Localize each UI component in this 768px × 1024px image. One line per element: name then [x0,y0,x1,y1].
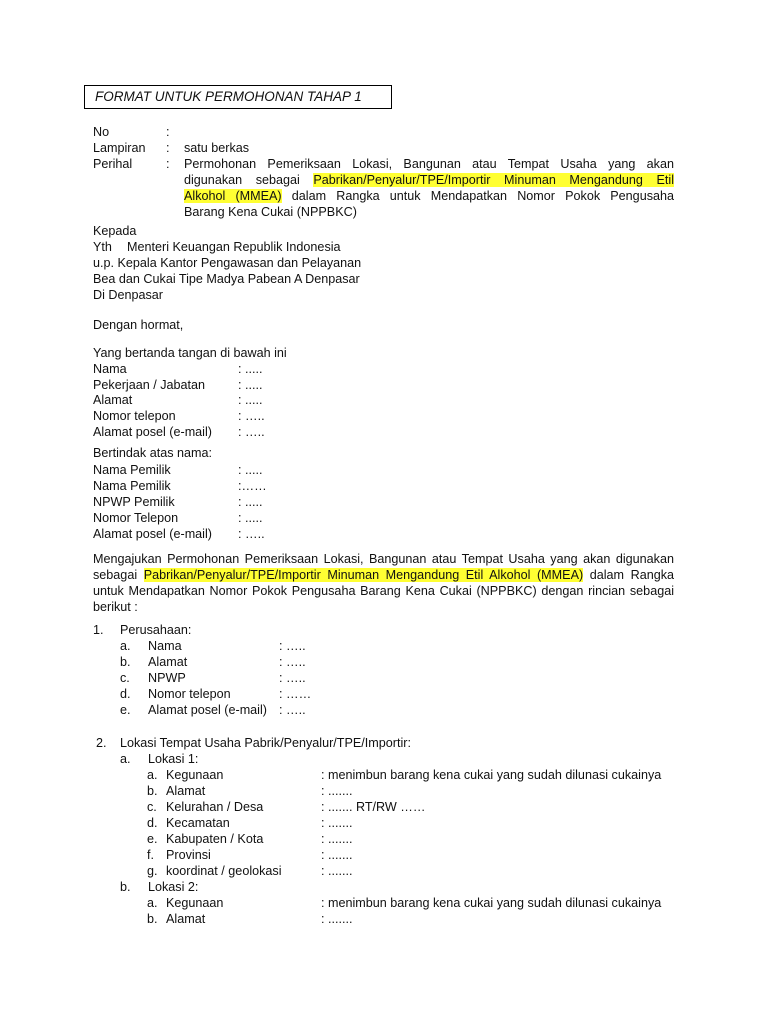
on-behalf-field-value: :…… [238,479,267,493]
perihal-line-3 [184,188,674,204]
location-2-title: Lokasi 2: [148,880,199,894]
perihal-line-2-text: digunakan sebagai [184,173,300,187]
section-1-letter: a. [120,639,131,653]
perihal-highlight-1: Pabrikan/Penyalur/TPE/Importir Minuman Mengandung Etil [313,173,674,187]
location-1-label: Kecamatan [166,816,230,830]
section-1-value: : ….. [279,703,306,717]
yth-label: Yth [93,240,112,254]
section-1-label: NPWP [148,671,186,685]
on-behalf-field-value: : ..... [238,463,263,477]
body-line-3: untuk Mendapatkan Nomor Pokok Pengusaha Barang Kena Cukai (NPPBKC) dengan rincian sebagai [93,584,674,598]
section-1-title: Perusahaan: [120,623,192,637]
signer-field-label: Pekerjaan / Jabatan [93,378,206,392]
signer-field-value: : ..... [238,393,263,407]
location-2-letter-item: a. [147,896,158,910]
location-1-letter: a. [120,752,131,766]
location-1-value: : ....... [321,864,353,878]
location-1-value: : menimbun barang kena cukai yang sudah dilunasi cukainya [321,768,662,782]
location-2-value: : menimbun barang kena cukai yang sudah dilunasi cukainya [321,896,662,910]
location-2-letter-item: b. [147,912,158,926]
location-1-value: : ....... [321,784,353,798]
on-behalf-field-label: Nama Pemilik [93,463,171,477]
perihal-colon: : [166,157,170,171]
on-behalf-field-value: : ….. [238,527,265,541]
greeting: Dengan hormat, [93,318,184,332]
section-1-label: Alamat posel (e-mail) [148,703,267,717]
section-2-number: 2. [96,736,107,750]
document-title: FORMAT UNTUK PERMOHONAN TAHAP 1 [84,85,392,109]
body-line-2-end: dalam Rangka [589,568,675,582]
signer-field-label: Alamat [93,393,133,407]
recipient-line-2: u.p. Kepala Kantor Pengawasan dan Pelayanan [93,256,362,270]
recipient-line-3: Bea dan Cukai Tipe Madya Pabean A Denpasar [93,272,360,286]
perihal-line-1: Permohonan Pemeriksaan Lokasi, Bangunan atau Tempat Usaha yang akan [184,157,674,171]
perihal-highlight-2: Alkohol (MMEA) [184,189,282,203]
location-1-letter-item: g. [147,864,158,878]
signer-field-label: Alamat posel (e-mail) [93,425,212,439]
location-1-label: Kegunaan [166,768,224,782]
on-behalf-field-label: Nama Pemilik [93,479,171,493]
section-2-title: Lokasi Tempat Usaha Pabrik/Penyalur/TPE/Importir: [120,736,411,750]
signer-field-label: Nomor telepon [93,409,176,423]
body-line-4: berikut : [93,600,138,614]
section-1-value: : ….. [279,655,306,669]
lampiran-label: Lampiran [93,141,146,155]
yth-name: Menteri Keuangan Republik Indonesia [127,240,341,254]
no-label: No [93,125,110,139]
location-1-label: Kelurahan / Desa [166,800,264,814]
location-2-label: Kegunaan [166,896,224,910]
body-line-2 [93,567,674,583]
location-1-value: : ....... [321,816,353,830]
body-line-2-text: sebagai [93,568,138,582]
kepada-label: Kepada [93,224,137,238]
perihal-label: Perihal [93,157,133,171]
section-1-value: : ….. [279,671,306,685]
perihal-line-3-text: dalam Rangka untuk Mendapatkan Nomor Pokok Pengusaha [291,189,675,203]
location-1-value: : ....... RT/RW …… [321,800,426,814]
section-1-label: Nomor telepon [148,687,231,701]
location-1-letter-item: e. [147,832,158,846]
on-behalf-field-label: NPWP Pemilik [93,495,175,509]
section-1-letter: d. [120,687,131,701]
body-line-1: Mengajukan Permohonan Pemeriksaan Lokasi, Bangunan atau Tempat Usaha yang akan digunakan [93,552,674,566]
section-1-value: : …… [279,687,312,701]
location-1-letter-item: c. [147,800,157,814]
signer-field-label: Nama [93,362,127,376]
perihal-line-4: Barang Kena Cukai (NPPBKC) [184,205,357,219]
section-1-letter: b. [120,655,131,669]
location-1-title: Lokasi 1: [148,752,199,766]
on-behalf-field-label: Nomor Telepon [93,511,179,525]
location-1-label: koordinat / geolokasi [166,864,282,878]
location-1-label: Provinsi [166,848,211,862]
location-1-value: : ....... [321,848,353,862]
recipient-line-4: Di Denpasar [93,288,163,302]
lampiran-value: satu berkas [184,141,250,155]
lampiran-colon: : [166,141,170,155]
location-1-label: Kabupaten / Kota [166,832,264,846]
signer-intro: Yang bertanda tangan di bawah ini [93,346,287,360]
location-1-label: Alamat [166,784,206,798]
signer-field-value: : ..... [238,362,263,376]
section-1-letter: c. [120,671,130,685]
on-behalf-field-value: : ..... [238,511,263,525]
location-1-value: : ....... [321,832,353,846]
perihal-line-2 [184,172,674,188]
section-1-label: Nama [148,639,182,653]
on-behalf-field-label: Alamat posel (e-mail) [93,527,212,541]
location-2-value: : ....... [321,912,353,926]
signer-field-value: : ..... [238,378,263,392]
location-1-letter-item: d. [147,816,158,830]
on-behalf-intro: Bertindak atas nama: [93,446,213,460]
on-behalf-field-value: : ..... [238,495,263,509]
section-1-letter: e. [120,703,131,717]
section-1-number: 1. [93,623,104,637]
signer-field-value: : ….. [238,409,265,423]
section-1-label: Alamat [148,655,188,669]
section-1-value: : ….. [279,639,306,653]
location-1-letter-item: f. [147,848,154,862]
no-colon: : [166,125,170,139]
body-highlight: Pabrikan/Penyalur/TPE/Importir Minuman Mengandung Etil Alkohol (MMEA) [143,568,584,582]
location-1-letter-item: b. [147,784,158,798]
location-1-letter-item: a. [147,768,158,782]
location-2-label: Alamat [166,912,206,926]
signer-field-value: : ….. [238,425,265,439]
location-2-letter: b. [120,880,131,894]
